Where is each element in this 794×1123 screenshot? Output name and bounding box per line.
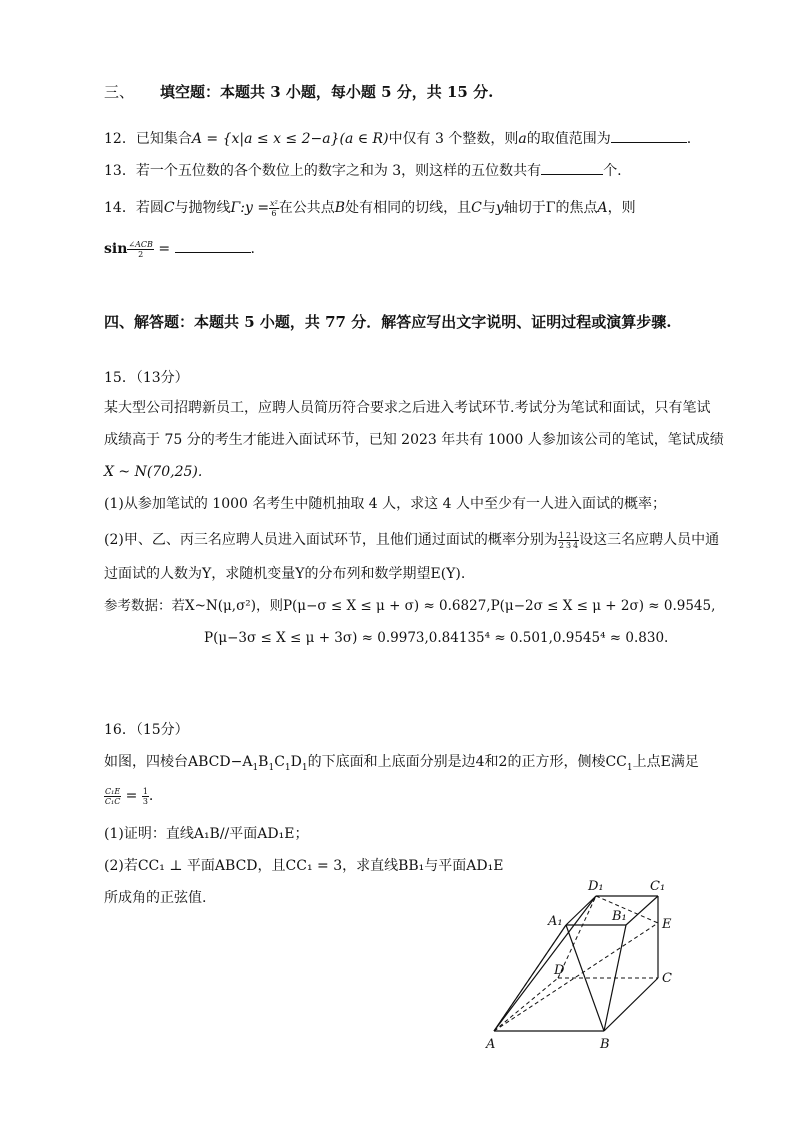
- parabola-expression: Γ:y =: [230, 200, 270, 216]
- question-text: 上点E满足: [632, 754, 699, 770]
- label-D1: D₁: [588, 879, 604, 894]
- fraction: [565, 531, 572, 550]
- question-14: [104, 198, 636, 218]
- question-text: 处有相同的切线，且: [345, 200, 472, 216]
- question-15-text: 某大型公司招聘新员工，应聘人员简历符合要求之后进入考试环节.考试分为笔试和面试，只有笔试: [104, 400, 711, 416]
- edge-B1C1: [626, 896, 658, 925]
- answer-blank[interactable]: [611, 128, 687, 143]
- question-text: 设这三名应聘人员中通: [579, 532, 720, 548]
- fraction-numerator: 2: [565, 530, 572, 540]
- variable: B: [334, 200, 346, 216]
- label-A: A: [486, 1037, 496, 1052]
- question-number: 13．: [104, 163, 136, 179]
- answer-blank[interactable]: [175, 238, 251, 253]
- hidden-edge-AD: [494, 978, 558, 1031]
- reference-data-2: P(μ−3σ ≤ X ≤ μ + 3σ) ≈ 0.9973,0.84135⁴ ≈ 0.501,0.9545⁴ ≈ 0.830.: [204, 630, 669, 646]
- punctuation: .: [250, 241, 255, 257]
- section-number: 三、: [104, 83, 135, 101]
- punctuation: .: [686, 131, 692, 147]
- question-text: 轴切于Γ的焦点: [503, 200, 598, 216]
- fraction-denominator: 3: [142, 796, 148, 806]
- fraction-denominator: 3: [565, 540, 572, 550]
- fraction-denominator: 2: [558, 540, 564, 550]
- fraction-numerator: x²: [270, 198, 278, 208]
- question-16-text: [104, 752, 699, 778]
- fraction-denominator: C₁C: [104, 796, 121, 806]
- set-expression: A = {x|a ≤ x ≤ 2−a}(a ∈ R): [191, 131, 389, 147]
- section-4-heading: 四、解答题：本题共 5 小题，共 77 分．解答应写出文字说明、证明过程或演算步骤.: [104, 313, 672, 331]
- question-text: 与: [481, 200, 496, 216]
- sin-function: sin: [104, 241, 128, 257]
- question-text: 在公共点: [278, 200, 335, 216]
- question-text: 已知集合: [135, 131, 192, 147]
- label-B1: B₁: [612, 909, 627, 924]
- ratio-condition: [104, 786, 153, 806]
- answer-blank[interactable]: [541, 160, 603, 175]
- fraction-numerator: 1: [573, 530, 579, 540]
- label-C: C: [662, 971, 672, 986]
- variable: C: [471, 200, 482, 216]
- label-E: E: [662, 917, 672, 932]
- question-text: 若圆: [135, 200, 164, 216]
- question-number: 14．: [104, 200, 136, 216]
- label-B: B: [600, 1037, 610, 1052]
- question-15-header: 15．（13分）: [104, 370, 189, 386]
- question-15-part-2: [104, 530, 719, 550]
- question-16-part-1: (1)证明：直线A₁B//平面AD₁E；: [104, 826, 309, 842]
- fraction: [127, 240, 153, 259]
- fraction-numerator: ∠ACB: [128, 239, 153, 249]
- question-12: [104, 128, 691, 149]
- section-3-heading: [104, 82, 493, 102]
- variable: C: [163, 200, 175, 216]
- fraction: [558, 531, 565, 550]
- fraction: [269, 199, 279, 218]
- question-text: 如图，四棱台ABCD−A: [104, 754, 253, 770]
- question-text: 的下底面和上底面分别是边4和2的正方形，侧棱CC: [307, 754, 627, 770]
- question-13: [104, 160, 622, 181]
- question-16-header: 16．（15分）: [104, 722, 189, 738]
- fraction-denominator: 4: [573, 540, 579, 550]
- fraction-denominator: 2: [138, 249, 144, 259]
- fraction-numerator: C₁E: [105, 786, 121, 796]
- fraction: [104, 787, 121, 806]
- question-15-text: 成绩高于 75 分的考生才能进入面试环节，已知 2023 年共有 1000 人参加该公司的笔试，笔试成绩: [104, 432, 724, 448]
- label-D: D: [554, 963, 565, 978]
- frustum-figure: [480, 870, 680, 1060]
- edge-BC: [604, 978, 658, 1031]
- question-text: 个.: [603, 163, 622, 179]
- subscript: 1: [626, 762, 633, 773]
- question-text: ，则: [607, 200, 636, 216]
- question-text: 的取值范围为: [526, 131, 611, 147]
- section-title: 填空题：本题共 3 小题，每小题 5 分，共 15 分.: [160, 83, 494, 101]
- question-16-part-2: (2)若CC₁ ⊥ 平面ABCD，且CC₁ = 3，求直线BB₁与平面AD₁E: [104, 858, 504, 874]
- equals-sign: =: [125, 788, 138, 804]
- variable: A: [597, 200, 608, 216]
- edge-A1D1: [566, 896, 596, 925]
- subscript: 1: [252, 762, 259, 773]
- fraction-denominator: 6: [271, 208, 277, 218]
- variable: y: [495, 200, 504, 216]
- question-15-part-1: (1)从参加笔试的 1000 名考生中随机抽取 4 人，求这 4 人中至少有一人进入面试的概率；: [104, 496, 666, 512]
- fraction-numerator: 1: [558, 530, 564, 540]
- question-text: D: [290, 754, 302, 770]
- question-number: 12．: [104, 131, 136, 147]
- question-text: C: [274, 754, 285, 770]
- equals-sign: =: [158, 241, 171, 257]
- subscript: 1: [268, 762, 275, 773]
- hidden-segment-D1E: [596, 896, 658, 923]
- subscript: 1: [301, 762, 308, 773]
- label-C1: C₁: [650, 879, 666, 894]
- variable: a: [518, 131, 527, 147]
- question-16-part-2-cont: 所成角的正弦值.: [104, 890, 207, 906]
- segment-AD1: [494, 896, 596, 1031]
- subscript: 1: [284, 762, 291, 773]
- fraction: [142, 787, 149, 806]
- question-15-distribution: X ~ N(70,25).: [104, 464, 203, 480]
- question-14-answer-line: [104, 238, 255, 259]
- question-text: 中仅有 3 个整数，则: [388, 131, 519, 147]
- question-text: B: [258, 754, 269, 770]
- question-15-part-2-cont: 过面试的人数为Y，求随机变量Y的分布列和数学期望E(Y).: [104, 566, 466, 582]
- reference-data-1: 参考数据：若X~N(μ,σ²)，则P(μ−σ ≤ X ≤ μ + σ) ≈ 0.6827,P(μ−2σ ≤ X ≤ μ + 2σ) ≈ 0.9545,: [104, 598, 716, 614]
- question-text: 若一个五位数的各个数位上的数字之和为 3，则这样的五位数共有: [135, 163, 542, 179]
- segment-A1B: [566, 925, 604, 1031]
- punctuation: .: [148, 788, 154, 804]
- fraction-numerator: 1: [142, 786, 148, 796]
- label-A1: A₁: [548, 914, 563, 929]
- question-text: 与抛物线: [174, 200, 231, 216]
- question-text: (2)甲、乙、丙三名应聘人员进入面试环节，且他们通过面试的概率分别为: [104, 532, 558, 548]
